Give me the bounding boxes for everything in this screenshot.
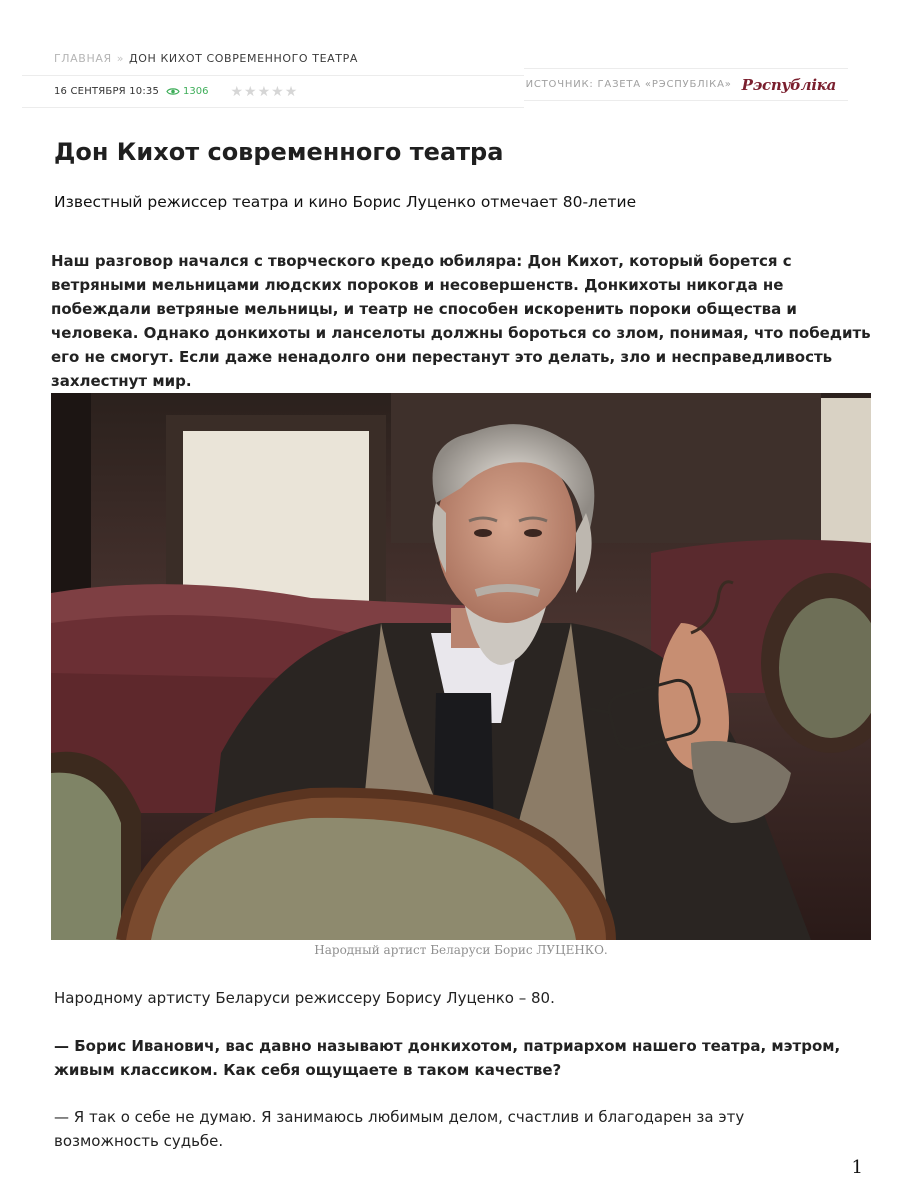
- interview-question: — Борис Иванович, вас давно называют донкихотом, патриархом нашего театра, мэтром, живым классиком. Как себя ощущаете в таком качестве?: [54, 1037, 841, 1079]
- star-icon[interactable]: ★: [284, 83, 298, 100]
- breadcrumb-home-link[interactable]: ГЛАВНАЯ: [54, 52, 112, 65]
- article-lead: Наш разговор начался с творческого кредо юбиляра: Дон Кихот, который борется с ветряными мельницами людских пороков и несовершенств. Донкихоты никогда не побеждали ветряные мельницы, и театр не способен искоренить пороки общества и человека. Однако донкихоты и ланселоты должны бороться со злом, понимая, что победить его не смогут. Если даже ненадолго они перестанут это делать, зло и несправедливость захлестнут мир.: [51, 252, 871, 390]
- breadcrumb-current: ДОН КИХОТ СОВРЕМЕННОГО ТЕАТРА: [129, 52, 358, 65]
- eye-icon: [166, 87, 180, 96]
- breadcrumb-separator: »: [116, 52, 125, 65]
- interview-answer: — Я так о себе не думаю. Я занимаюсь любимым делом, счастлив и благодарен за эту возможность судьбе.: [54, 1108, 745, 1150]
- source-logo[interactable]: Рэспубліка: [741, 75, 836, 94]
- article-subtitle: Известный режиссер театра и кино Борис Луценко отмечает 80-летие: [54, 193, 637, 211]
- article-paragraph: Народному артисту Беларуси режиссеру Борису Луценко – 80.: [54, 989, 555, 1007]
- star-icon[interactable]: ★: [230, 83, 244, 100]
- portrait-photo-image: [51, 393, 871, 940]
- article-meta-bar: [22, 75, 524, 108]
- page-number: 1: [851, 1157, 863, 1178]
- article-photo: [51, 393, 871, 940]
- source-bar: [524, 68, 848, 101]
- publish-date: 16 СЕНТЯБРЯ 10:35: [54, 86, 160, 97]
- star-icon[interactable]: ★: [257, 83, 271, 100]
- source-label: ИСТОЧНИК: ГАЗЕТА «РЭСПУБЛІКА»: [525, 79, 732, 90]
- article-title: Дон Кихот современного театра: [54, 138, 504, 166]
- rating-stars: [230, 85, 298, 99]
- view-counter: [166, 86, 208, 97]
- view-count: 1306: [183, 86, 209, 97]
- photo-caption: Народный артист Беларуси Борис ЛУЦЕНКО.: [314, 943, 608, 957]
- star-icon[interactable]: ★: [271, 83, 284, 100]
- breadcrumb: [54, 52, 358, 65]
- star-icon[interactable]: ★: [244, 83, 257, 100]
